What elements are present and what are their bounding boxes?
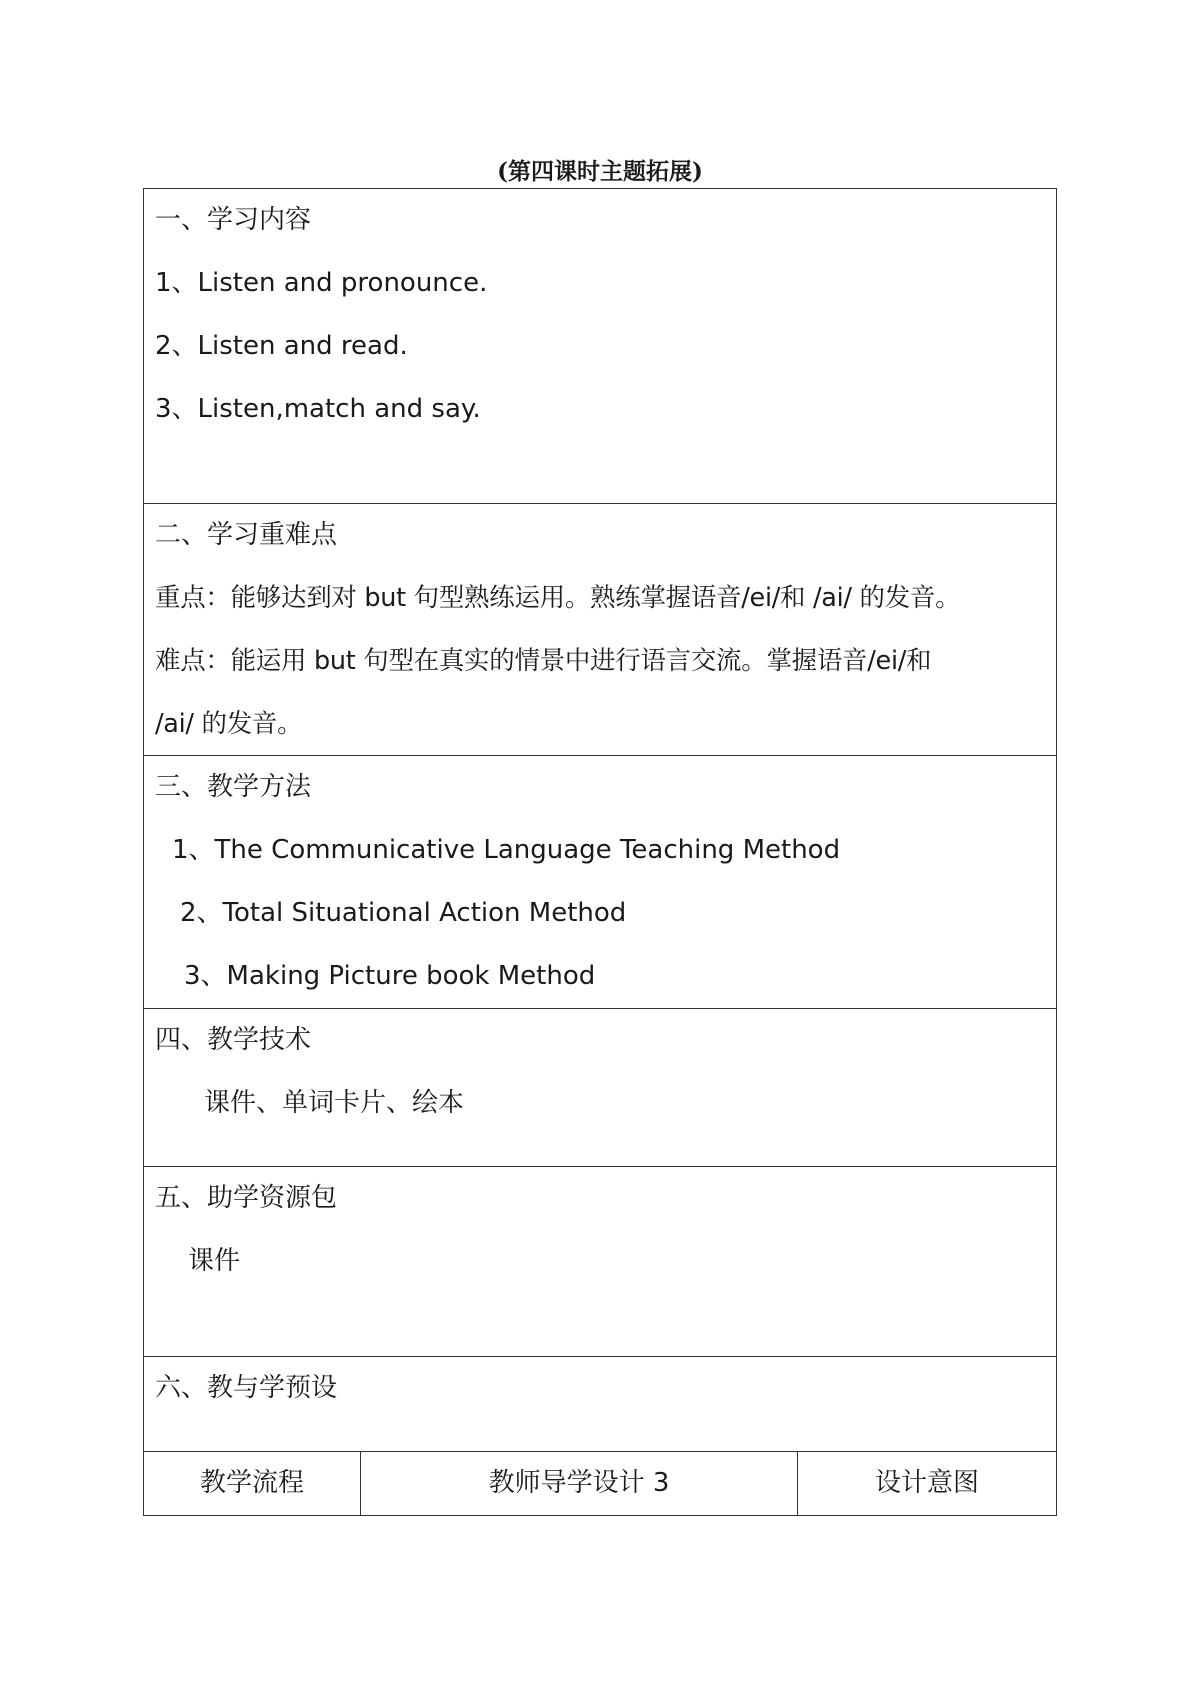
section-heading: 六、教与学预设: [155, 1373, 338, 1403]
section-teaching-methods: [144, 756, 1056, 1009]
header-cell-design: 教师导学设计 3: [361, 1452, 798, 1515]
section-heading: 一、学习内容: [155, 205, 312, 235]
section-presets: [144, 1357, 1056, 1452]
method-item: 3、Making Picture book Method: [184, 961, 596, 991]
method-item: 1、The Communicative Language Teaching Method: [172, 835, 841, 865]
lesson-plan-table: [143, 188, 1057, 1516]
difficulty-line-cont: /ai/ 的发音。: [155, 709, 303, 739]
header-cell-process: 教学流程: [144, 1452, 361, 1515]
list-item: 3、Listen,match and say.: [155, 394, 481, 424]
difficulty-line: 难点：能运用 but 句型在真实的情景中进行语言交流。掌握语音/ei/和: [155, 646, 932, 676]
header-cell-intent: 设计意图: [874, 1468, 979, 1498]
list-item: 2、Listen and read.: [155, 331, 408, 361]
method-item: 2、Total Situational Action Method: [180, 898, 627, 928]
table-header-row: [144, 1452, 1056, 1515]
section-learning-content: [144, 189, 1056, 504]
list-item: 1、Listen and pronounce.: [155, 268, 488, 298]
section-heading: 三、教学方法: [155, 772, 312, 802]
resources-text: 课件: [188, 1246, 241, 1276]
section-heading: 五、助学资源包: [155, 1183, 338, 1213]
section-key-points: [144, 504, 1056, 756]
page-title: (第四课时主题拓展): [497, 158, 703, 185]
section-teaching-technology: [144, 1009, 1056, 1167]
section-heading: 二、学习重难点: [155, 520, 338, 550]
key-point-line: 重点：能够达到对 but 句型熟练运用。熟练掌握语音/ei/和 /ai/ 的发音。: [155, 583, 961, 613]
section-heading: 四、教学技术: [155, 1025, 312, 1055]
technology-text: 课件、单词卡片、绘本: [204, 1088, 465, 1118]
section-resources: [144, 1167, 1056, 1357]
